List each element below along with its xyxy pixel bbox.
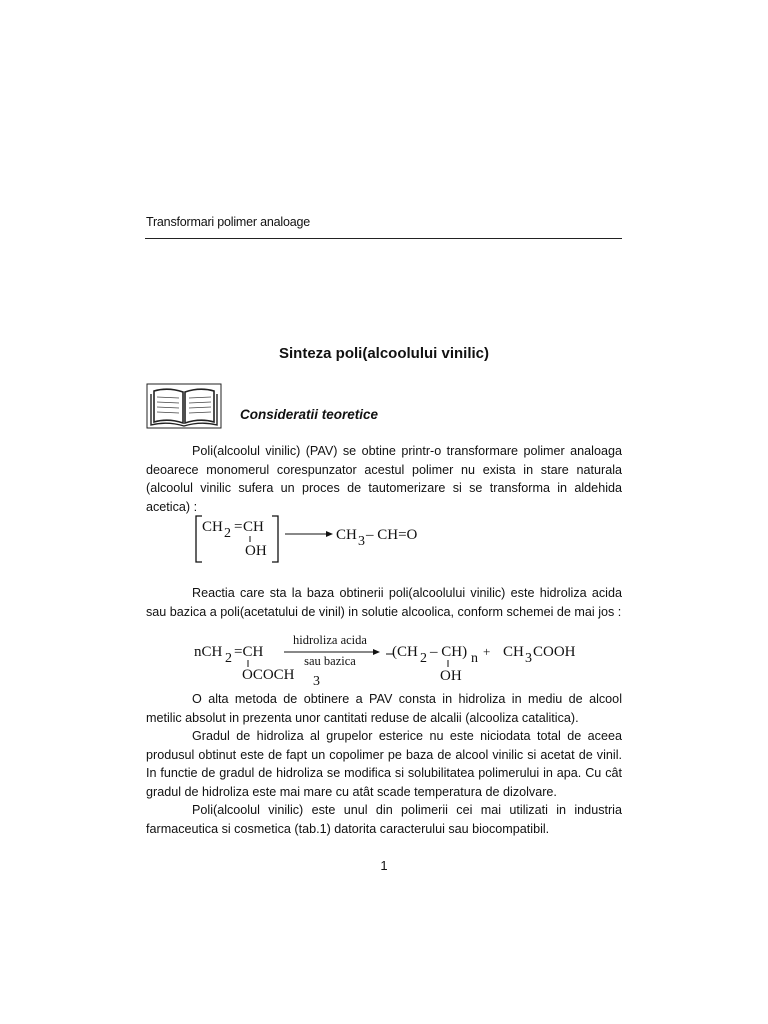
acetate-group: OCOCH — [242, 667, 295, 683]
reactant-vinyl: =CH — [234, 644, 264, 660]
byproduct-ch: CH — [503, 644, 524, 660]
paragraph-reaction: Reactia care sta la baza obtinerii poli(alcoolului vinilic) este hidroliza acida sau bazica a poli(acetatului de vinil) in solutie alcoolica, conform schemei de mai jos : — [146, 586, 622, 619]
product-aldehyde: – CH=O — [366, 527, 418, 543]
running-header: Transformari polimer analoage — [146, 215, 310, 229]
polymer-hydroxyl: OH — [440, 668, 462, 684]
product-subscript: 3 — [358, 534, 365, 549]
condition-top: hidroliza acida — [293, 633, 367, 647]
section-subtitle: Consideratii teoretice — [240, 407, 379, 422]
polymer-chain: – CH) — [430, 644, 468, 660]
open-book-icon — [146, 383, 222, 429]
paragraph-uses: Poli(alcoolul vinilic) este unul din polimerii cei mai utilizati in industria farmaceutica si cosmetica (tab.1) datorita caracterului sau biocompatibil. — [146, 803, 622, 836]
polymer-subscript: 2 — [420, 651, 427, 666]
product-ch: CH — [336, 527, 357, 543]
reactant-subscript: 2 — [224, 526, 231, 541]
reactant-hydroxyl: OH — [245, 543, 267, 559]
header-divider — [145, 238, 622, 239]
paragraph-hydrolysis-degree: Gradul de hidroliza al grupelor esterice nu este niciodata total de aceea produsul obtinut este de fapt un copolimer pe baza de alcool vinilic si acetat de vinil. In functie de gradul de hidroliza se modifica si solubilitatea polimerului in apa. Cu cât gradul de hidroliza este mai mare cu atât scade temperatura de dizolvare. — [146, 729, 622, 799]
reactant-monomer: nCH — [194, 644, 223, 660]
paragraph-intro: Poli(alcoolul vinilic) (PAV) se obtine printr-o transformare polimer analoaga deoarece monomerul corespunzator acestul polimer nu exista in stare naturala (alcoolul vinilic sufera un proces de tautomerizare si se transforma in aldehida acetica) : — [146, 444, 622, 514]
condition-bottom: sau bazica — [304, 654, 356, 668]
reactant-double-bond: = — [234, 519, 243, 535]
reactant-subscript: 2 — [225, 651, 232, 666]
reactant-ch2: CH — [202, 519, 223, 535]
hydrolysis-equation — [190, 632, 590, 688]
reactant-ch: CH — [243, 519, 264, 535]
section-title: Sinteza poli(alcoolului vinilic) — [278, 345, 490, 362]
acetate-subscript: 3 — [313, 674, 320, 688]
acetic-acid: COOH — [533, 644, 576, 660]
polymer-degree: n — [471, 651, 478, 666]
tautomerization-equation — [190, 510, 440, 566]
page-number: 1 — [380, 858, 388, 873]
byproduct-subscript: 3 — [525, 651, 532, 666]
polymer-open: (CH — [392, 644, 418, 660]
paragraph-alcoholysis: O alta metoda de obtinere a PAV consta in hidroliza in mediu de alcool metilic absolut in prezenta unor cantitati reduse de alcalii (alcooliza catalitica). — [146, 692, 622, 725]
plus-sign: + — [483, 644, 491, 659]
